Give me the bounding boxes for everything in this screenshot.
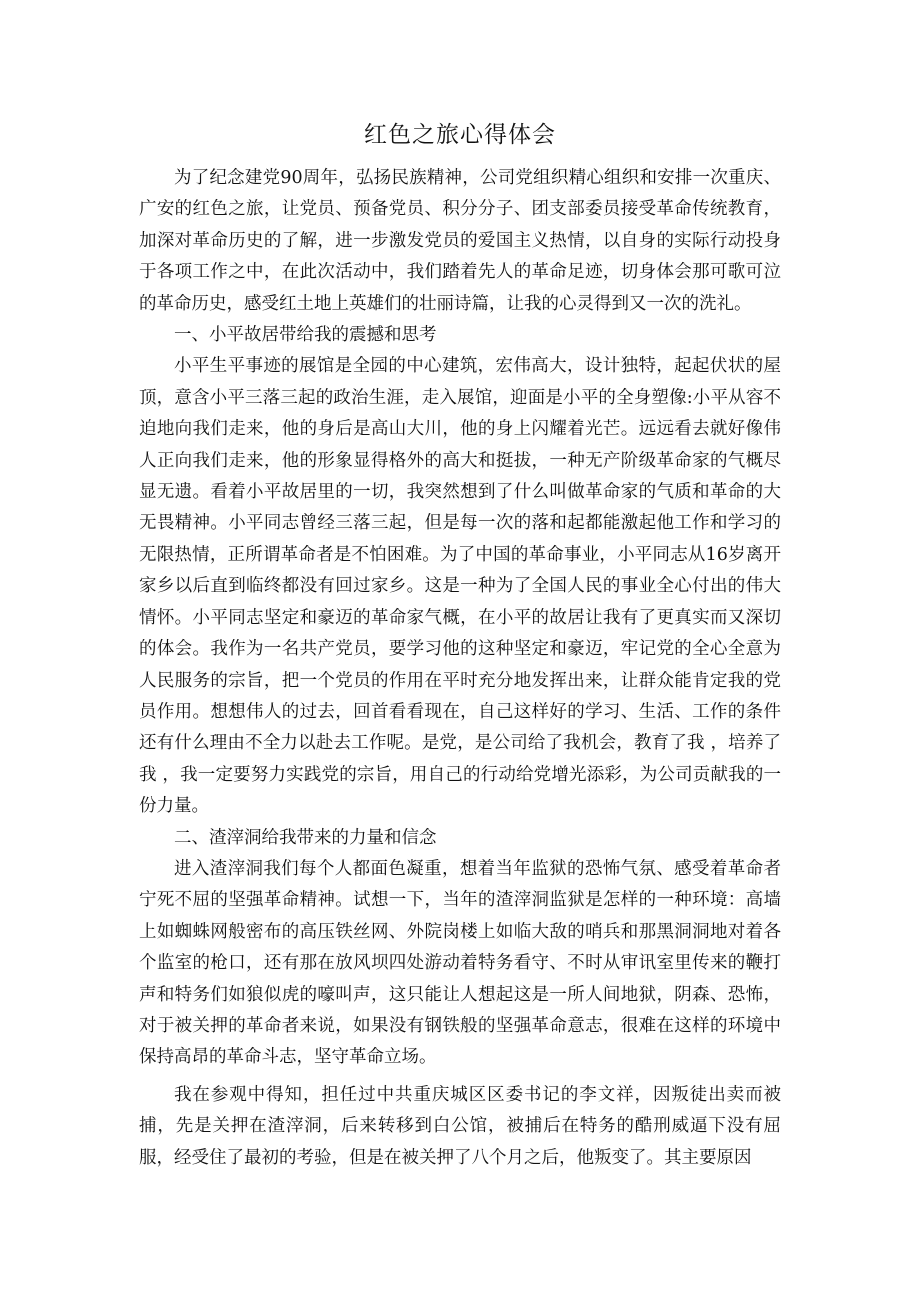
section-2-paragraph-1: 进入渣滓洞我们每个人都面色凝重，想着当年监狱的恐怖气氛、感受着革命者宁死不屈的坚强革命精神。试想一下，当年的渣滓洞监狱是怎样的一种环境：高墙上如蜘蛛网般密布的高压铁丝网、外院岗楼上如临大敌的哨兵和那黑洞洞地对着各个监室的枪口，还有那在放风坝四处游动着特务看守、不时从审讯室里传来的鞭打声和特务们如狼似虎的嚎叫声，这只能让人想起这是一所人间地狱，阴森、恐怖，对于被关押的革命者来说，如果没有钢铁般的坚强革命意志，很难在这样的环境中保持高昂的革命斗志，坚守革命立场。: [139, 858, 781, 1068]
section-heading-2: 二、渣滓洞给我带来的力量和信念: [174, 827, 437, 848]
document-title: 红色之旅心得体会: [364, 122, 556, 148]
section-heading-1: 一、小平故居带给我的震撼和思考: [174, 325, 437, 346]
section-2-paragraph-2: 我在参观中得知，担任过中共重庆城区区委书记的李文祥，因叛徒出卖而被捕，先是关押在渣滓洞，后来转移到白公馆，被捕后在特务的酷刑威逼下没有屈服，经受住了最初的考验，但是在被关押了八个月之后，他叛变了。其主要原因: [139, 1084, 781, 1168]
intro-paragraph: 为了纪念建党90周年，弘扬民族精神，公司党组织精心组织和安排一次重庆、广安的红色之旅，让党员、预备党员、积分分子、团支部委员接受革命传统教育，加深对革命历史的了解，进一步激发党员的爱国主义热情，以自身的实际行动投身于各项工作之中，在此次活动中，我们踏着先人的革命足迹，切身体会那可歌可泣的革命历史，感受红土地上英雄们的壮丽诗篇，让我的心灵得到又一次的洗礼。: [139, 168, 781, 314]
section-1-paragraph: 小平生平事迹的展馆是全园的中心建筑，宏伟高大，设计独特，起起伏状的屋顶，意含小平三落三起的政治生涯，走入展馆，迎面是小平的全身塑像:小平从容不迫地向我们走来，他的身后是高山大川，他的身上闪耀着光芒。远远看去就好像伟人正向我们走来，他的形象显得格外的高大和挺拔，一种无产阶级革命家的气概尽显无遗。看着小平故居里的一切，我突然想到了什么叫做革命家的气质和革命的大无畏精神。小平同志曾经三落三起，但是每一次的落和起都能激起他工作和学习的无限热情，正所谓革命者是不怕困难。为了中国的革命事业，小平同志从16岁离开家乡以后直到临终都没有回过家乡。这是一种为了全国人民的事业全心付出的伟大情怀。小平同志坚定和豪迈的革命家气概，在小平的故居让我有了更真实而又深切的体会。我作为一名共产党员，要学习他的这种坚定和豪迈，牢记党的全心全意为人民服务的宗旨，把一个党员的作用在平时充分地发挥出来，让群众能肯定我的党员作用。想想伟人的过去，回首看看现在，自己这样好的学习、生活、工作的条件还有什么理由不全力以赴去工作呢。是党，是公司给了我机会，教育了我 ，培养了我 ，我一定要努力实践党的宗旨，用自己的行动给党增光添彩，为公司贡献我的一份力量。: [139, 356, 781, 817]
document-body: [139, 163, 781, 1174]
